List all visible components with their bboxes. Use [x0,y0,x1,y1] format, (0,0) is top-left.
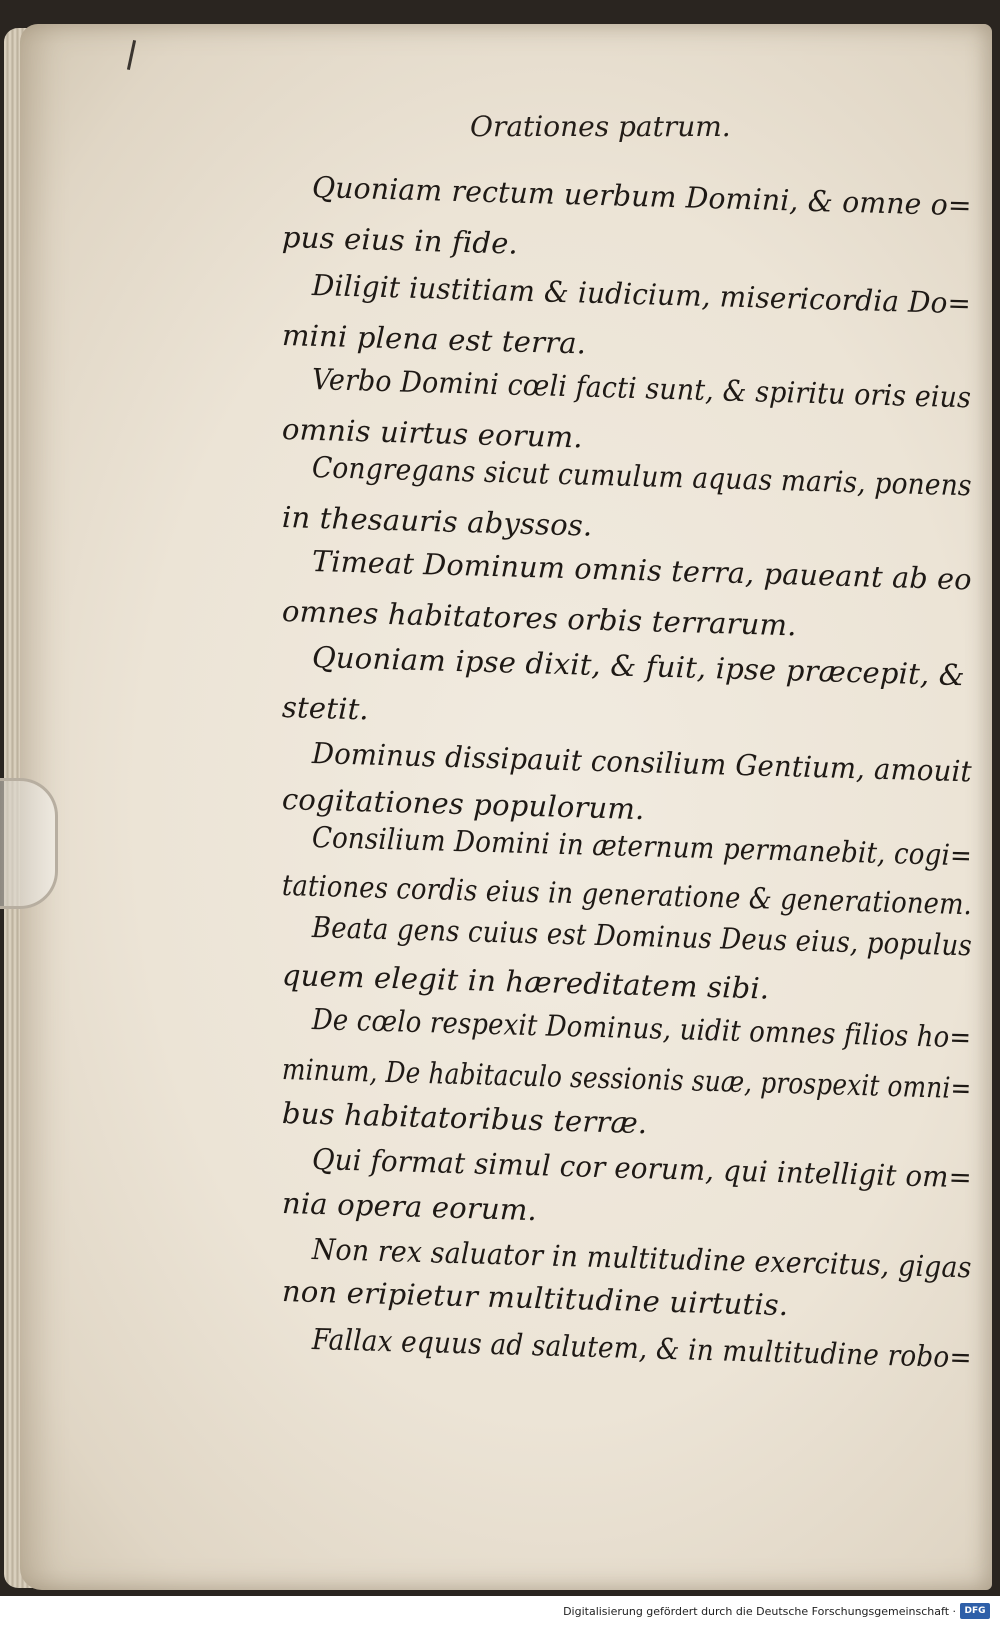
verse-line-first: Fallax equus ad salutem, & in multitudine robo= [311,1322,973,1375]
verse-line-first: Dominus dissipauit consilium Gentium, amouit [311,736,973,789]
verse-line: nia opera eorum. [281,1186,538,1228]
verse-line: quem elegit in hæreditatem sibi. [281,958,770,1006]
verse-line: non eripietur multitudine uirtutis. [281,1274,789,1323]
verse-line-first: Verbo Domini cœli facti sunt, & spiritu oris eius [311,362,972,415]
verse-line: cogitationes populorum. [281,782,646,827]
running-head: Orationes patrum. [470,110,731,143]
verse-line: tationes cordis eius in generatione & generationem. [281,868,973,922]
digitization-credit: Digitalisierung gefördert durch die Deutsche Forschungsgemeinschaft · [563,1605,956,1618]
verse-line-first: Qui format simul cor eorum, qui intelligit om= [311,1142,973,1195]
verse-line-first: Quoniam ipse dixit, & fuit, ipse præcepit, & [311,640,966,693]
verse-line-first: Congregans sicut cumulum aquas maris, ponens [311,450,973,503]
verse-line: pus eius in fide. [281,220,519,261]
verse-line-first: De cœlo respexit Dominus, uidit omnes filios ho= [311,1002,972,1055]
verse-line-first: Quoniam rectum uerbum Domini, & omne o= [311,170,973,223]
verse-line-first: Consilium Domini in æternum permanebit, cogi= [311,820,973,873]
verse-line: stetit. [281,690,370,727]
verse-line-first: Timeat Dominum omnis terra, paueant ab eo [311,544,973,597]
verse-line: bus habitatoribus terræ. [281,1096,648,1141]
dfg-logo: DFG [960,1603,990,1619]
verse-line: in thesauris abyssos. [281,500,593,543]
verse-line-first: Beata gens cuius est Dominus Deus eius, populus [311,910,973,963]
verse-line: minum, De habitaculo sessionis suæ, prospexit omni= [281,1052,972,1106]
footer-bar [0,1596,1000,1628]
verse-line: omnes habitatores orbis terrarum. [281,594,798,643]
verse-line: mini plena est terra. [281,318,587,361]
verse-line: omnis uirtus eorum. [281,412,584,455]
book-clip [0,778,58,909]
verse-line-first: Non rex saluator in multitudine exercitus, gigas [311,1232,973,1285]
verse-line-first: Diligit iustitiam & iudicium, misericordia Do= [311,268,972,321]
